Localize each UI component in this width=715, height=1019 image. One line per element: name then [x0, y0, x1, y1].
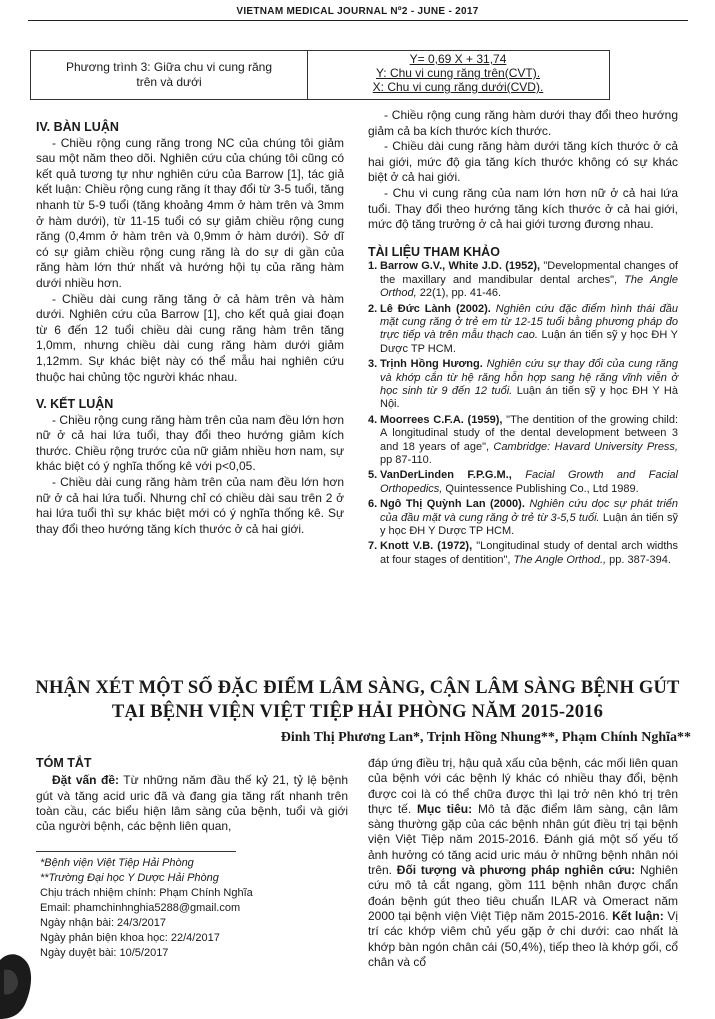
reference-author: Ngô Thị Quỳnh Lan (2000). — [380, 498, 525, 511]
reference-number: 6. — [368, 498, 378, 511]
reference-author: Knott V.B. (1972), — [380, 540, 473, 553]
summary-right-text-1: đáp ứng điều trị, hậu quả xấu của bệnh, các mối liên quan của bệnh với các bệnh lý khác có nhiều thay đổi, bệnh được coi là có thể chữa được thì lại trở nên khó trị trên thực tế. — [368, 756, 678, 816]
footnote-affiliation-2: **Trường Đại học Y Dược Hải Phòng — [40, 872, 219, 884]
summary-right-text-4: Vị trí các khớp viêm chủ yếu gặp ở chi dưới: cao nhất là khớp bàn ngón chân cái (50,4%), tiếp theo là khớp gối, cổ chân và cổ — [368, 908, 678, 969]
footnote-affiliation-1: *Bệnh viện Việt Tiệp Hải Phòng — [40, 857, 194, 869]
summary-right-text-2: Mô tả đặc điểm lâm sàng, cận lâm sàng thường gặp của các bệnh nhân gút điều trị tại bệnh viện Việt Tiệp năm 2015-2016. Đánh giá một số yếu tố ảnh hưởng có tăng acid uric máu ở những bệnh nhân nói trên. — [368, 801, 678, 878]
summary-right-text — [368, 756, 678, 970]
equation-x-definition: X: Chu vi cung răng dưới(CVD). — [372, 80, 544, 94]
reference-item — [368, 260, 678, 300]
right-paragraph-3: - Chu vi cung răng của nam lớn hơn nữ ở cả hai lứa tuổi. Thay đổi theo hướng tăng kích thước ở cả hai giới, mức độ tăng trưởng ở cả hai giới tương đương nhau. — [368, 185, 678, 232]
reference-source: Nghiên cứu dọc sự phát triển của đầu mặt và cung răng ở trẻ từ 3-5,5 tuổi. — [380, 498, 679, 524]
scan-smudge-graphic — [0, 940, 36, 1019]
right-paragraph-1: - Chiều rộng cung răng hàm dưới thay đổi theo hướng giảm cả ba kích thước kích thước. — [368, 108, 678, 138]
reference-title: "Developmental changes of the maxillary and mandibular dental arches", — [380, 260, 678, 286]
reference-rest: Luận án tiến sỹ y học ĐH Y Dược TP HCM. — [380, 511, 678, 538]
reference-item — [368, 469, 678, 496]
reference-source: Cambridge: Havard University Press, — [493, 440, 678, 453]
summary-methods-label: Đối tượng và phương pháp nghiên cứu: — [396, 863, 636, 878]
summary-background-text: Từ những năm đầu thế kỷ 21, tỷ lệ bệnh gút và tăng acid uric đã và đang gia tăng rất nhanh trên toàn cầu, các biểu hiện lâm sàng của bệnh, tuổi và giới của người bệnh, các bệnh liên quan, — [36, 773, 348, 834]
reference-rest: pp. 387-394. — [606, 553, 671, 566]
journal-header: VIETNAM MEDICAL JOURNAL Nº2 - JUNE - 2017 — [236, 6, 479, 17]
conclusion-paragraph-1: - Chiều rộng cung răng hàm trên của nam đều lớn hơn nữ ở cả hai lứa tuổi, thay đổi theo hướng giảm kích thước. Chiều rộng trước của nữ giảm nhiều hơn nam, sự khác biệt có ý nghĩa thống kê với p<0,05. — [36, 412, 344, 474]
equation-label — [31, 51, 308, 99]
reference-rest: 22(1), pp. 41-46. — [416, 287, 502, 300]
reference-number: 2. — [368, 302, 378, 315]
summary-left — [36, 756, 348, 834]
reference-item — [368, 414, 678, 468]
footnote-rule — [36, 851, 236, 852]
discussion-heading: IV. BÀN LUẬN — [36, 120, 119, 134]
summary-heading: TÓM TẮT — [36, 756, 92, 770]
summary-left-text — [36, 773, 348, 834]
footnote-email: Email: phamchinhnghia5288@gmail.com — [40, 902, 241, 914]
discussion-paragraph-2: - Chiều dài cung răng tăng ở cả hàm trên và hàm dưới. Nghiên cứu của Barrow [1], cho kết quả giai đoạn từ 6 đến 12 tuổi chiều dài cung răng hàm trên tăng 1,0mm, nhưng chiều dài cung răng hàm dưới giảm 1,12mm. Sự khác biệt này có thể mẫu hai nghiên cứu thuộc hai chủng tộc người khác nhau. — [36, 291, 344, 384]
equation-y-definition: Y: Chu vi cung răng trên(CVT). — [375, 66, 541, 80]
summary-background-label: Đặt vấn đề: — [52, 773, 120, 788]
footnote-responsible: Chịu trách nhiệm chính: Phạm Chính Nghĩa — [40, 887, 253, 899]
reference-title: "Longitudinal study of dental arch widths at four stages of dentition", — [380, 540, 678, 566]
conclusion-paragraph-2: - Chiều dài cung răng hàm trên của nam đều lớn hơn nữ ở cả hai lứa tuổi. Nhưng chỉ có chiều dài sau trên 2 ở hai lứa tuổi thì sự khác biệt mới có ý nghĩa thống kê. Sự thay đổi theo hướng tăng kích thước ở cả hai giới. — [36, 475, 344, 536]
reference-author: Moorrees C.F.A. (1959), — [380, 413, 503, 426]
reference-rest: Luận án tiến sỹ y học ĐH Y Hà Nội. — [380, 385, 678, 411]
footnote-reviewed: Ngày phản biện khoa học: 22/4/2017 — [40, 932, 220, 944]
reference-author: Barrow G.V., White J.D. (1952), — [380, 260, 541, 273]
discussion-paragraph-1: - Chiều rộng cung răng trong NC của chúng tôi giảm sau một năm theo dõi. Nghiên cứu của chúng tôi cũng có kết quả tương tự như nghiên cứu của Barrow [1], tác giả kết luận: Chiều rộng cung răng ít thay đổi từ 3-5 tuổi, tăng nhanh từ 5-9 tuổi (tăng khoảng 4mm ở hàm trên và 3mm ở hàm dưới), từ 11-15 tuổi có sự giảm chiều rộng cung răng (0,4mm ở hàm trên và 0,9mm ở hàm dưới). Sở dĩ có sự giảm chiều rộng cung răng là do sự di gần của răng hàm lớn thứ nhất và hướng hội tụ của răng hàm dưới nhiều hơn. — [36, 135, 344, 290]
reference-title: "The dentition of the growing child: A longitudinal study of the dental development between 3 and 18 years of age", — [380, 413, 678, 453]
summary-objective-label: Mục tiêu: — [417, 801, 473, 816]
equation-label-text: Phương trình 3: Giữa chu vi cung răng trên và dưới — [65, 60, 273, 89]
references-heading: TÀI LIỆU THAM KHẢO — [368, 244, 500, 259]
reference-source: The Angle Orthod, — [380, 273, 678, 300]
footnote-received: Ngày nhận bài: 24/3/2017 — [40, 917, 166, 929]
reference-item — [368, 358, 678, 412]
left-column — [36, 120, 344, 537]
conclusion-heading: V. KẾT LUẬN — [36, 397, 114, 412]
reference-source: Nghiên cứu đặc điểm hình thái đầu mặt cung răng ở trẻ em từ 12-15 tuổi bằng phương pháp đo trực tiếp và trên mẫu thạch cao. — [380, 302, 678, 342]
equation-cell — [308, 51, 608, 100]
reference-source: Facial Growth and Facial Orthopedics, — [380, 469, 678, 495]
reference-number: 4. — [368, 413, 378, 426]
reference-number: 5. — [368, 469, 378, 482]
header-rule — [28, 20, 688, 21]
equation-table — [30, 50, 610, 100]
footnote-accepted: Ngày duyệt bài: 10/5/2017 — [40, 947, 169, 959]
reference-list — [368, 260, 678, 567]
reference-item — [368, 498, 678, 538]
right-column — [368, 108, 678, 569]
equation-formula: Y= 0,69 X + 31,74 — [409, 52, 507, 66]
reference-author: Lê Đức Lành (2002). — [380, 302, 491, 315]
right-paragraph-2: - Chiều dài cung răng hàm dưới tăng kích thước ở cả hai giới, mức độ gia tăng kích thước không có sự khác biệt ở cả hai giới. — [368, 139, 678, 185]
reference-rest: Quintessence Publishing Co., Ltd 1989. — [442, 482, 639, 495]
footnotes — [40, 856, 340, 961]
reference-rest: Luận án tiến sỹ y học ĐH Y Dược TP HCM. — [380, 329, 679, 355]
reference-author: Trịnh Hồng Hương. — [380, 358, 483, 371]
reference-number: 7. — [368, 540, 378, 553]
reference-item — [368, 303, 678, 357]
reference-author: VanDerLinden F.P.G.M., — [380, 469, 512, 482]
article-title-line-1: NHẬN XÉT MỘT SỐ ĐẶC ĐIỂM LÂM SÀNG, CẬN LÂM SÀNG BỆNH GÚT — [35, 678, 680, 698]
article-authors: Đinh Thị Phương Lan*, Trịnh Hồng Nhung**, Phạm Chính Nghĩa** — [280, 730, 691, 745]
summary-results-label: Kết luận: — [612, 908, 664, 923]
summary-right-text-3: Nghiên cứu mô tả cắt ngang, gồm 111 bệnh nhân được chẩn đoán bệnh gút theo tiêu chuẩn ILAR và Omeract năm 2000 tại bệnh viện Việt Tiệp năm 2015-2016. — [368, 863, 678, 923]
reference-rest: pp 87-110. — [380, 454, 432, 467]
reference-number: 3. — [368, 358, 378, 371]
reference-source: The Angle Orthod., — [513, 553, 607, 566]
summary-right — [368, 756, 678, 970]
reference-number: 1. — [368, 260, 378, 273]
article-title-line-2: TẠI BỆNH VIỆN VIỆT TIỆP HẢI PHÒNG NĂM 2015-2016 — [111, 702, 604, 722]
reference-item — [368, 540, 678, 567]
reference-title — [512, 469, 525, 481]
reference-source: Nghiên cứu sự thay đổi của cung răng và khớp cắn từ hệ răng hỗn hợp sang hệ răng vĩnh viễn ở học sinh từ 9 đến 12 tuổi. — [380, 358, 679, 397]
